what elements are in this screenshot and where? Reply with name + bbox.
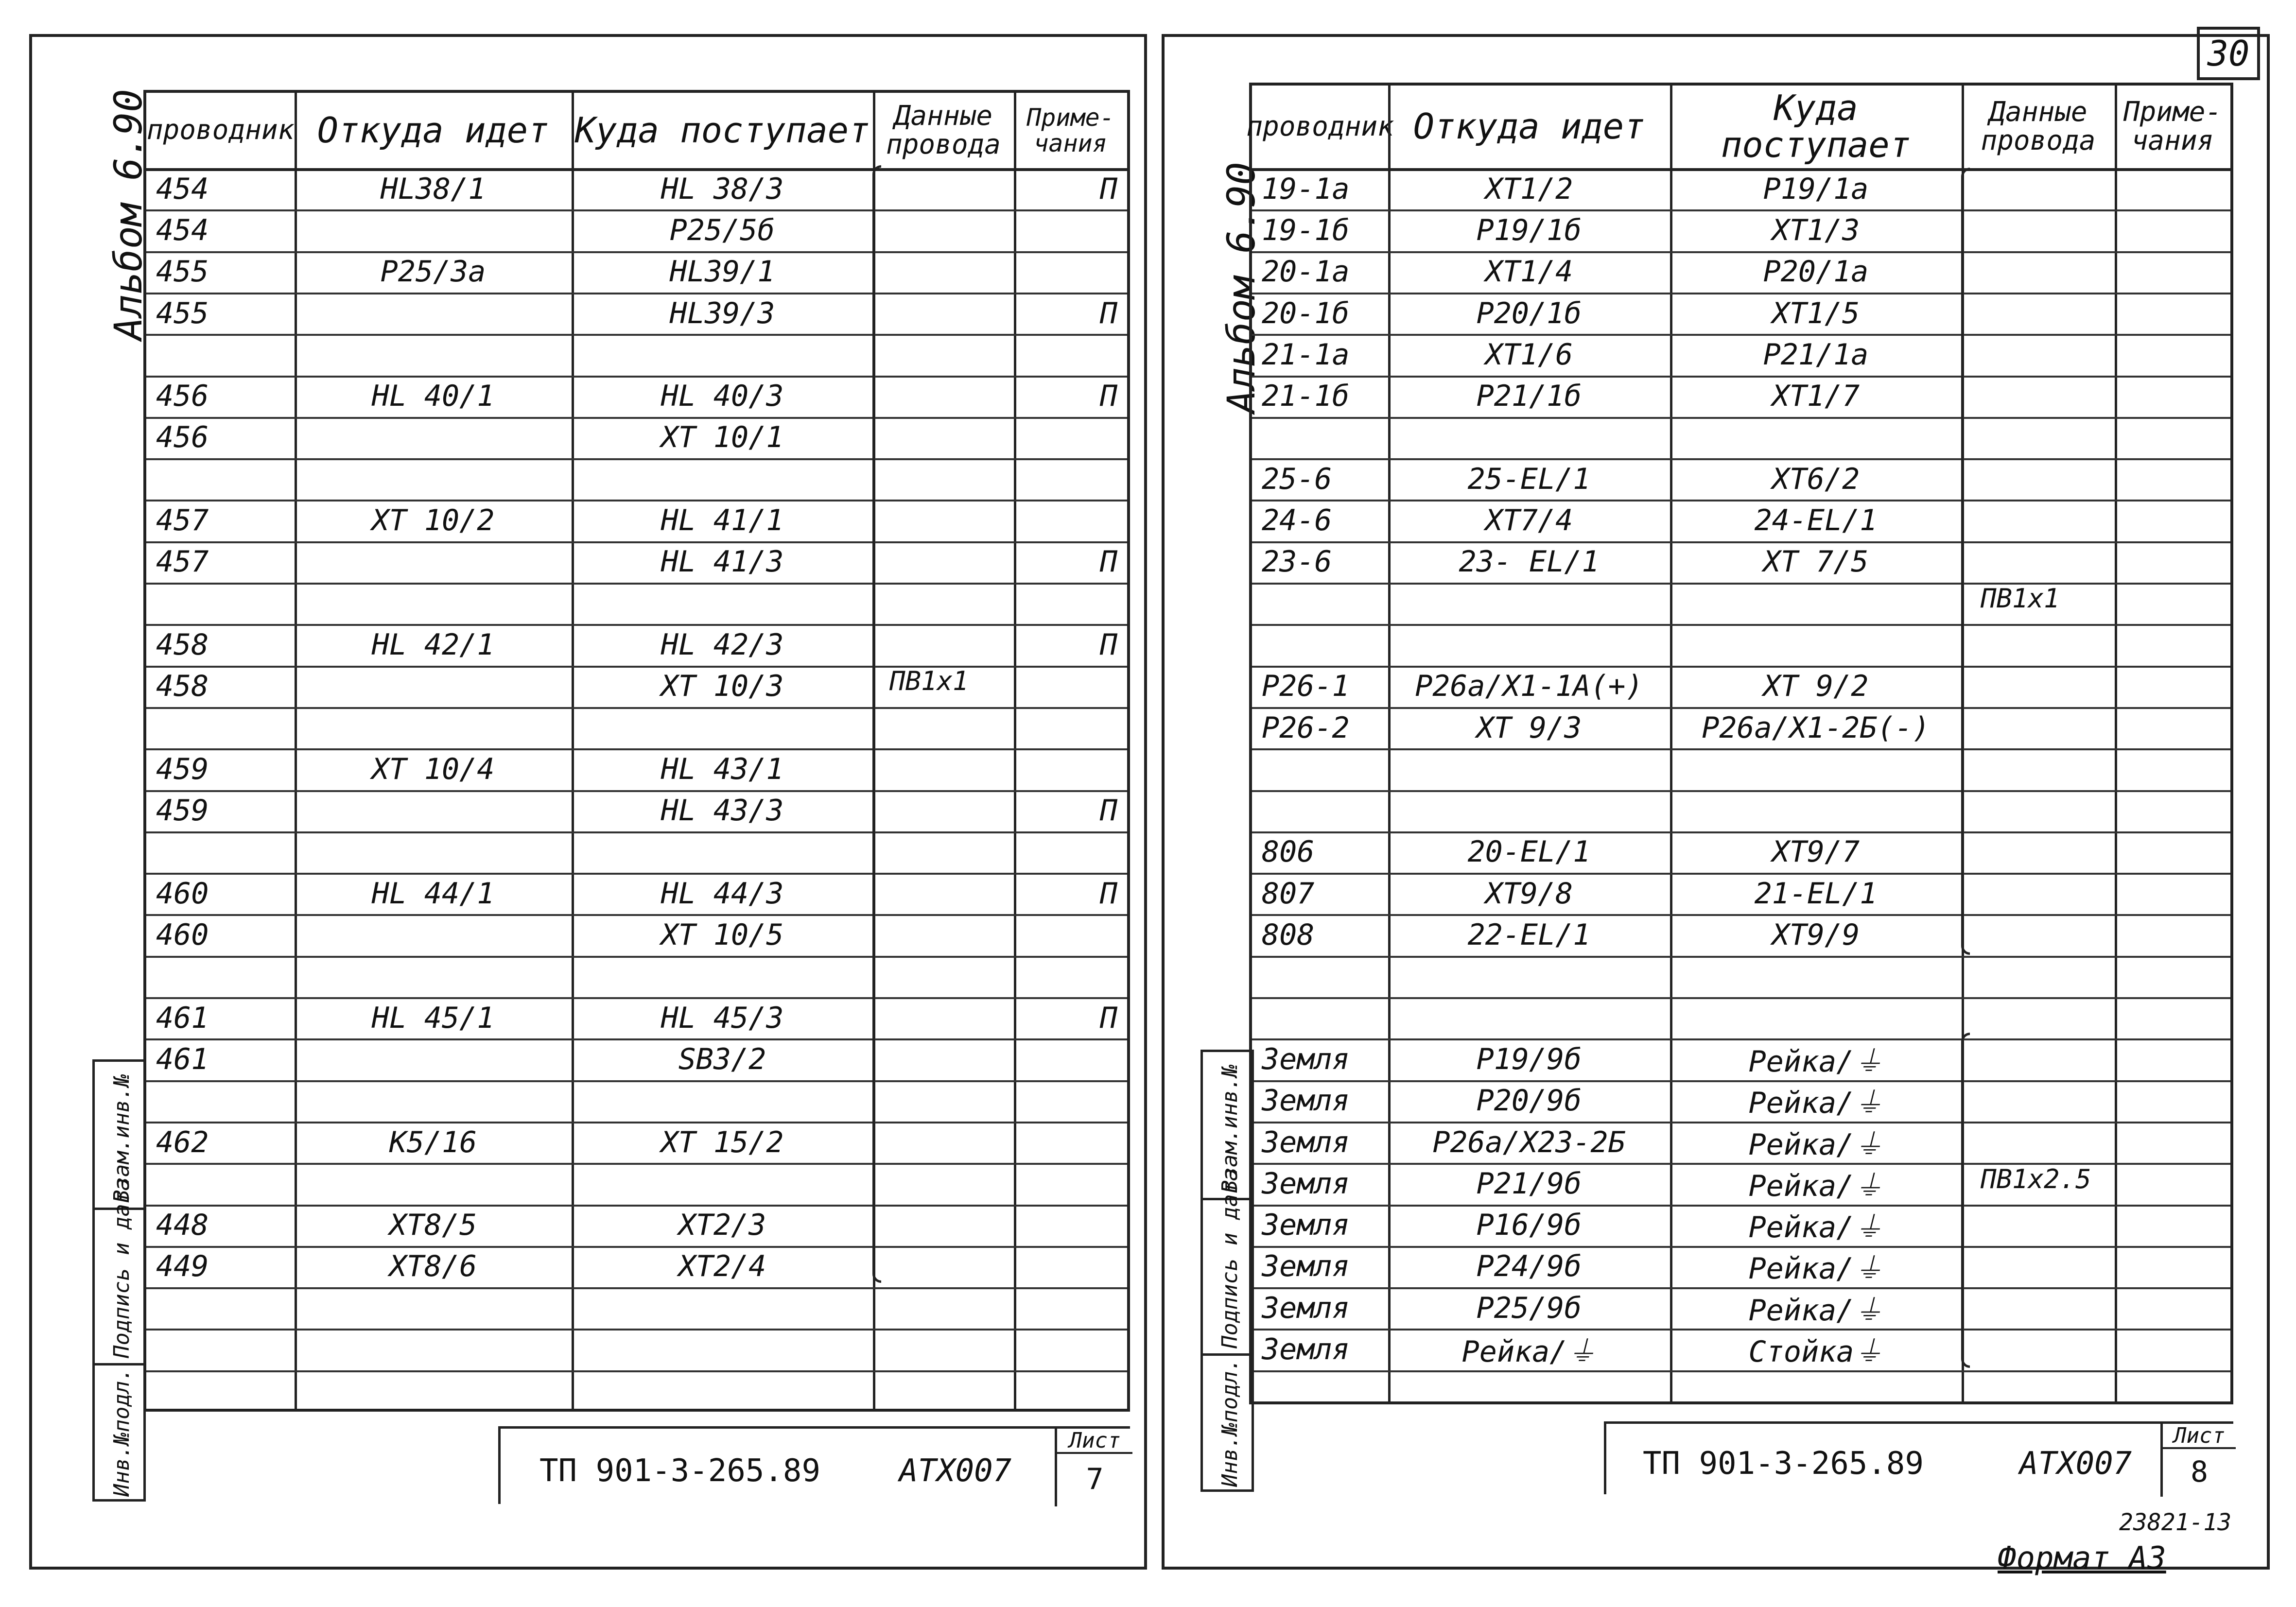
side-label-vzam: Взам.инв.№ (109, 1074, 134, 1203)
cell-wire: 24-6 (1262, 503, 1332, 538)
cell-to: HL 40/3 (661, 379, 784, 414)
cell-from: XT9/8 (1485, 876, 1573, 911)
right-sheet-box (2160, 1424, 2236, 1497)
right-sheet-label: Лист (2163, 1424, 2236, 1449)
cell-from (304, 417, 562, 458)
cell-wire: Земля (1262, 1249, 1350, 1284)
cell-from: HL 45/1 (371, 1001, 495, 1035)
left-sheet-box (1055, 1429, 1132, 1506)
cell-note (1024, 458, 1117, 500)
cell-from: P25/3а (380, 255, 486, 289)
cell-wire (156, 707, 285, 748)
cell-wire: 23-6 (1262, 545, 1332, 579)
cell-to (1680, 417, 1952, 458)
cell-to (581, 334, 863, 375)
cell-to: Рейка/⏚ (1748, 1169, 1883, 1203)
cell-wire (1262, 417, 1378, 458)
right-wire-table (1246, 83, 2233, 1404)
cell-wire: Земля (1262, 1208, 1350, 1243)
cell-note: П (1099, 1001, 1117, 1035)
cell-to (1680, 956, 1952, 997)
cell-from: XT8/6 (389, 1249, 477, 1284)
cell-to: HL39/3 (669, 296, 775, 330)
cell-from (304, 1370, 562, 1412)
cell-to (1680, 748, 1952, 790)
footer-format: Формат А3 (1998, 1540, 2166, 1576)
cell-from: P21/1б (1476, 379, 1582, 414)
left-wire-spec: ПВ1х1 (889, 666, 969, 696)
cell-from: XT8/5 (389, 1208, 477, 1243)
side-label-inv-r: Инв.№подл. (1218, 1358, 1242, 1487)
cell-wire: 454 (156, 172, 209, 206)
cell-to: XT9/9 (1772, 918, 1860, 952)
right-sheet-num: 8 (2190, 1455, 2209, 1489)
cell-wire (156, 1329, 285, 1370)
cell-from: XT1/4 (1485, 255, 1573, 289)
cell-from (304, 1038, 562, 1080)
cell-note (1024, 666, 1117, 707)
cell-to: HL 45/3 (661, 1001, 784, 1035)
cell-wire (156, 583, 285, 624)
cell-to: XT 10/1 (661, 420, 784, 455)
cell-from (304, 956, 562, 997)
cell-to: P19/1а (1763, 172, 1869, 206)
cell-wire: 20-1а (1262, 255, 1350, 289)
cell-wire: 461 (156, 1001, 209, 1035)
cell-from: P24/9б (1476, 1249, 1582, 1284)
cell-to (581, 1370, 863, 1412)
header-from: Откуда идет (317, 109, 549, 151)
cell-wire (1262, 956, 1378, 997)
cell-note (1024, 831, 1117, 873)
cell-to: Рейка/⏚ (1748, 1293, 1883, 1328)
cell-to: XT1/3 (1772, 213, 1860, 247)
cell-from: XT7/4 (1485, 503, 1573, 538)
cell-to: XT 9/2 (1763, 669, 1869, 704)
cell-wire (156, 831, 285, 873)
cell-wire (1262, 624, 1378, 665)
album-label-left: Альбом 6.90 (107, 89, 151, 340)
cell-from (304, 1329, 562, 1370)
cell-note: П (1099, 627, 1117, 662)
cell-to (581, 1080, 863, 1122)
cell-to: XT9/7 (1772, 835, 1860, 869)
left-title-block (498, 1426, 1130, 1504)
cell-to: XT 7/5 (1763, 545, 1869, 579)
cell-to (581, 1329, 863, 1370)
cell-wire: 21-1а (1262, 337, 1350, 372)
cell-to (1680, 1370, 1952, 1412)
cell-to: 21-EL/1 (1754, 876, 1878, 911)
cell-to: Рейка/⏚ (1748, 1127, 1883, 1162)
cell-from: HL 44/1 (371, 876, 495, 911)
cell-from: P20/9б (1476, 1084, 1582, 1118)
cell-from: P16/9б (1476, 1208, 1582, 1243)
cell-from: P19/9б (1476, 1042, 1582, 1076)
cell-to: Рейка/⏚ (1748, 1210, 1883, 1245)
left-side-stamp (92, 1059, 146, 1502)
cell-to: HL 38/3 (661, 172, 784, 206)
right-wire-spec-2: ПВ1х2.5 (1981, 1164, 2091, 1194)
cell-note (1024, 1287, 1117, 1329)
side-label-sign: Подпись и дата (109, 1178, 134, 1358)
header-to: Куда поступает (574, 109, 870, 151)
cell-wire (156, 458, 285, 500)
cell-to (581, 831, 863, 873)
cell-to (581, 583, 863, 624)
cell-wire: 462 (156, 1125, 209, 1159)
cell-wire: 20-1б (1262, 296, 1350, 330)
cell-from: XT 10/4 (371, 752, 495, 786)
cell-wire: 459 (156, 752, 209, 786)
header-wire-data: Данные провода (886, 100, 1001, 160)
cell-from: HL 40/1 (371, 379, 495, 414)
cell-from: K5/16 (389, 1125, 477, 1159)
cell-wire (1262, 748, 1378, 790)
right-side-stamp (1200, 1050, 1254, 1492)
cell-from (304, 583, 562, 624)
cell-to: HL 41/3 (661, 545, 784, 579)
cell-wire: 458 (156, 627, 209, 662)
cell-to: Рейка/⏚ (1748, 1086, 1883, 1121)
cell-wire (156, 956, 285, 997)
cell-from (304, 541, 562, 583)
cell-wire: 457 (156, 545, 209, 579)
cell-to (581, 707, 863, 748)
header-notes: Приме-чания (1026, 104, 1114, 157)
cell-wire (1262, 1370, 1378, 1412)
cell-note (1024, 1122, 1117, 1163)
cell-wire: P26-1 (1262, 669, 1350, 704)
cell-to: Рейка/⏚ (1748, 1044, 1883, 1079)
cell-from (304, 209, 562, 251)
cell-from: XT1/6 (1485, 337, 1573, 372)
cell-wire: 454 (156, 213, 209, 247)
cell-wire (1262, 997, 1378, 1038)
cell-from (304, 1163, 562, 1204)
left-sheet-label: Лист (1057, 1429, 1132, 1454)
cell-note (1024, 1080, 1117, 1122)
cell-to: HL 44/3 (661, 876, 784, 911)
cell-to: HL 41/1 (661, 503, 784, 538)
cell-from (304, 458, 562, 500)
cell-note (1024, 334, 1117, 375)
cell-from: P21/9б (1476, 1166, 1582, 1201)
cell-note (1024, 417, 1117, 458)
cell-from: P26а/X1-1А(+) (1415, 669, 1643, 704)
cell-from: P26а/X23-2Б (1432, 1125, 1626, 1159)
cell-from (1398, 624, 1660, 665)
cell-wire (1262, 790, 1378, 831)
cell-note (1024, 1329, 1117, 1370)
cell-wire: Земля (1262, 1332, 1350, 1367)
cell-from (1398, 417, 1660, 458)
cell-wire (156, 334, 285, 375)
cell-wire: 456 (156, 420, 209, 455)
cell-to (1680, 997, 1952, 1038)
right-doc-code: ТП 901-3-265.89 (1643, 1446, 1924, 1482)
cell-wire: 25-6 (1262, 462, 1332, 496)
cell-note (1024, 1370, 1117, 1412)
cell-wire: 455 (156, 296, 209, 330)
cell-from: HL38/1 (380, 172, 486, 206)
cell-from (304, 707, 562, 748)
header-wire-data-r: Данные провода (1981, 96, 2096, 156)
cell-to: Рейка/⏚ (1748, 1252, 1883, 1286)
cell-to (581, 458, 863, 500)
cell-note (1024, 707, 1117, 748)
cell-from (304, 1080, 562, 1122)
cell-from: XT1/2 (1485, 172, 1573, 206)
cell-wire: P26-2 (1262, 710, 1350, 745)
cell-to: P21/1а (1763, 337, 1869, 372)
side-label-vzam-r: Взам.инв.№ (1218, 1064, 1242, 1193)
cell-note (1024, 748, 1117, 790)
cell-to: SB3/2 (678, 1042, 766, 1076)
cell-to: HL39/1 (669, 255, 775, 289)
cell-to: HL 42/3 (661, 627, 784, 662)
cell-from (1398, 748, 1660, 790)
cell-note (1024, 500, 1117, 541)
cell-to (581, 956, 863, 997)
cell-from (304, 790, 562, 831)
cell-from: Рейка/⏚ (1461, 1335, 1597, 1369)
cell-from (304, 831, 562, 873)
header-notes-r: Приме-чания (2123, 96, 2222, 156)
header-to-r: Куда поступает (1721, 87, 1911, 165)
cell-wire: Земля (1262, 1166, 1350, 1201)
cell-from (304, 666, 562, 707)
cell-from: 25-EL/1 (1467, 462, 1591, 496)
cell-from: 22-EL/1 (1467, 918, 1591, 952)
cell-wire: 457 (156, 503, 209, 538)
cell-from: P20/1б (1476, 296, 1582, 330)
cell-wire: 461 (156, 1042, 209, 1076)
cell-wire: 807 (1262, 876, 1315, 911)
left-sheet-num: 7 (1086, 1462, 1104, 1496)
side-label-sign-r: Подпись и дата (1218, 1168, 1242, 1348)
cell-to (581, 1163, 863, 1204)
cell-note: П (1099, 876, 1117, 911)
cell-note: П (1099, 172, 1117, 206)
left-doc-suffix: АТХ007 (899, 1453, 1012, 1489)
cell-from: P25/9б (1476, 1291, 1582, 1325)
cell-wire (156, 1080, 285, 1122)
cell-wire: 449 (156, 1249, 209, 1284)
cell-to: XT2/3 (678, 1208, 766, 1243)
page-number: 30 (2197, 27, 2260, 80)
cell-to: Стойка⏚ (1748, 1335, 1883, 1369)
cell-note: П (1099, 545, 1117, 579)
cell-wire (156, 1163, 285, 1204)
cell-wire (1262, 583, 1378, 624)
cell-wire: 459 (156, 794, 209, 828)
cell-from: XT 9/3 (1476, 710, 1582, 745)
cell-wire: Земля (1262, 1291, 1350, 1325)
left-brace (872, 165, 881, 1283)
cell-to: XT6/2 (1772, 462, 1860, 496)
cell-wire: 458 (156, 669, 209, 704)
cell-from (304, 914, 562, 955)
cell-from (1398, 1370, 1660, 1412)
cell-to: XT2/4 (678, 1249, 766, 1284)
cell-to: P26а/X1-2Б(-) (1702, 710, 1930, 745)
cell-note (1024, 1205, 1117, 1246)
cell-wire: 806 (1262, 835, 1315, 869)
cell-from: HL 42/1 (371, 627, 495, 662)
right-doc-suffix: АТХ007 (2019, 1446, 2132, 1482)
cell-wire: 456 (156, 379, 209, 414)
cell-wire: Земля (1262, 1084, 1350, 1118)
header-wire: проводник (146, 114, 295, 146)
cell-to: XT 15/2 (661, 1125, 784, 1159)
cell-note (1024, 1038, 1117, 1080)
header-from-r: Откуда идет (1413, 106, 1645, 147)
cell-to (1680, 790, 1952, 831)
cell-from (304, 293, 562, 334)
cell-to: XT1/7 (1772, 379, 1860, 414)
cell-from: 20-EL/1 (1467, 835, 1591, 869)
cell-from (1398, 790, 1660, 831)
cell-note (1024, 209, 1117, 251)
cell-wire: 19-1б (1262, 213, 1350, 247)
cell-note (1024, 1246, 1117, 1287)
left-doc-code: ТП 901-3-265.89 (539, 1453, 820, 1489)
cell-note (1024, 583, 1117, 624)
album-label-right: Альбом 6.90 (1220, 162, 1264, 413)
cell-note: П (1099, 794, 1117, 828)
left-wire-table (143, 90, 1130, 1412)
cell-note (1024, 914, 1117, 955)
cell-note: П (1099, 296, 1117, 330)
cell-from (1398, 583, 1660, 624)
right-title-block (1604, 1421, 2233, 1494)
cell-to: P20/1а (1763, 255, 1869, 289)
cell-wire: 808 (1262, 918, 1315, 952)
cell-wire: 460 (156, 918, 209, 952)
cell-to (581, 1287, 863, 1329)
cell-from: XT 10/2 (371, 503, 495, 538)
cell-to: HL 43/3 (661, 794, 784, 828)
cell-to: XT 10/5 (661, 918, 784, 952)
cell-note (1024, 956, 1117, 997)
cell-wire: Земля (1262, 1125, 1350, 1159)
cell-wire: Земля (1262, 1042, 1350, 1076)
cell-to: XT1/5 (1772, 296, 1860, 330)
cell-note (1024, 251, 1117, 293)
cell-wire: 21-1б (1262, 379, 1350, 414)
footer-number: 23821-13 (2119, 1509, 2232, 1536)
cell-from (304, 1287, 562, 1329)
cell-to: P25/5б (669, 213, 775, 247)
cell-to: HL 43/1 (661, 752, 784, 786)
cell-from (1398, 997, 1660, 1038)
cell-note (1024, 1163, 1117, 1204)
cell-to (1680, 583, 1952, 624)
cell-from (1398, 956, 1660, 997)
cell-from: P19/1б (1476, 213, 1582, 247)
side-label-inv: Инв.№подл. (109, 1368, 134, 1497)
cell-note: П (1099, 379, 1117, 414)
cell-wire (156, 1370, 285, 1412)
cell-to (1680, 624, 1952, 665)
cell-wire: 460 (156, 876, 209, 911)
right-brace-2 (1961, 1033, 1970, 1368)
cell-from (304, 334, 562, 375)
header-wire-r: проводник (1246, 110, 1394, 142)
cell-wire: 455 (156, 255, 209, 289)
right-brace-1 (1961, 168, 1970, 955)
cell-to: 24-EL/1 (1754, 503, 1878, 538)
cell-wire: 448 (156, 1208, 209, 1243)
right-wire-spec-1: ПВ1х1 (1981, 583, 2060, 614)
cell-from: 23- EL/1 (1459, 545, 1600, 579)
cell-to: XT 10/3 (661, 669, 784, 704)
cell-wire: 19-1а (1262, 172, 1350, 206)
cell-wire (156, 1287, 285, 1329)
